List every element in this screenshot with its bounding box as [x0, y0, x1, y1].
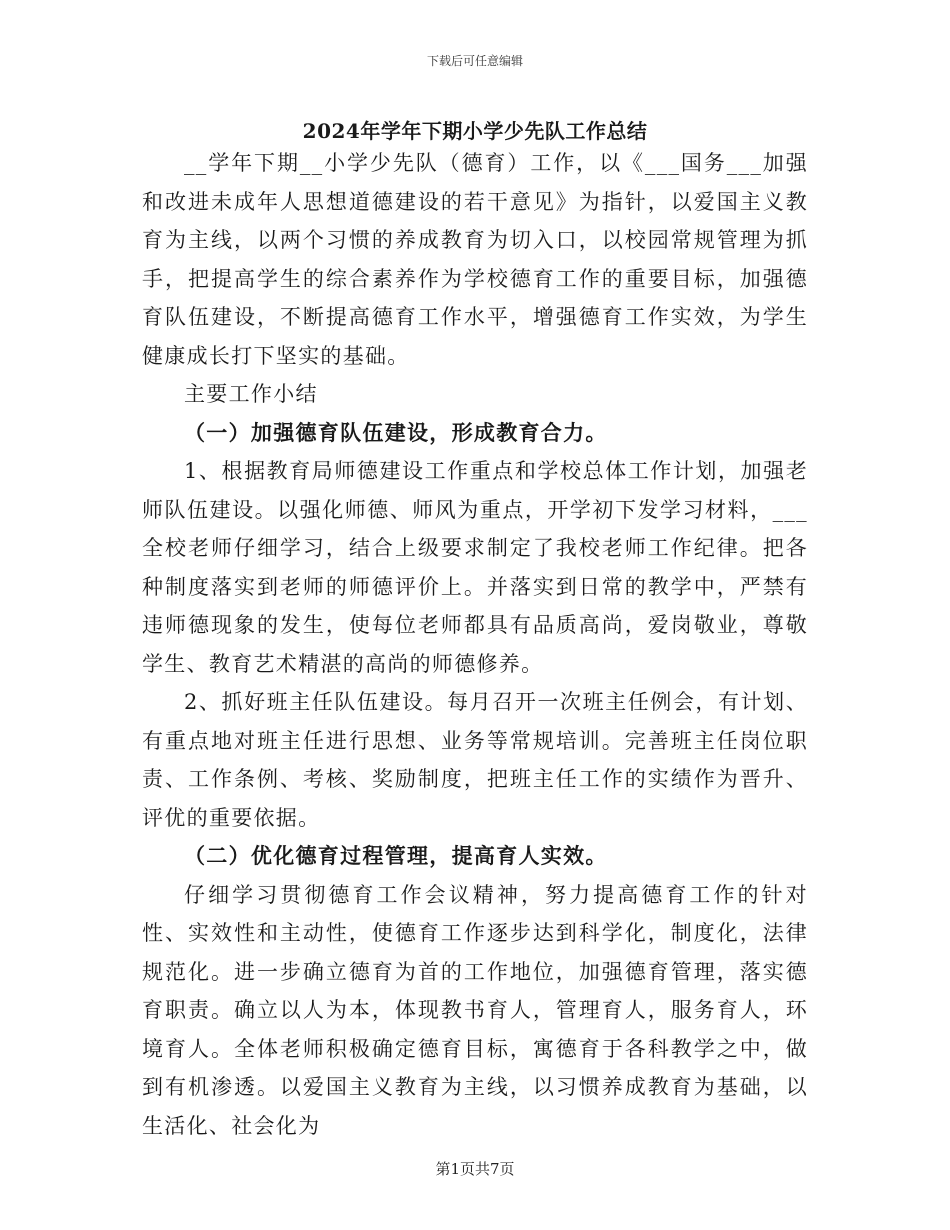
paragraph-section-2: 仔细学习贯彻德育工作会议精神，努力提高德育工作的针对性、实效性和主动性，使德育工作逐步达到科学化，制度化，法律规范化。进一步确立德育为首的工作地位，加强德育管理，落实德育职责。确立以人为本，体现教书育人，管理育人，服务育人，环境育人。全体老师积极确定德育目标，寓德育于各科教学之中，做到有机渗透。以爱国主义教育为主线，以习惯养成教育为基础，以生活化、社会化为 [142, 882, 808, 1138]
section-heading-1: （一）加强德育队伍建设，形成教育合力。 [184, 419, 608, 445]
section-label: 主要工作小结 [184, 382, 318, 406]
document-body [142, 144, 808, 1145]
paragraph-item-2: 2、抓好班主任队伍建设。每月召开一次班主任例会，有计划、有重点地对班主任进行思想、业务等常规培训。完善班主任岗位职责、工作条例、考核、奖励制度，把班主任工作的实绩作为晋升、评优的重要依据。 [142, 690, 808, 830]
page-footer: 第1页共7页 [435, 1160, 515, 1178]
paragraph-item-1: 1、根据教育局师德建设工作重点和学校总体工作计划，加强老师队伍建设。以强化师德、师风为重点，开学初下发学习材料，___全校老师仔细学习，结合上级要求制定了我校老师工作纪律。把各种制度落实到老师的师德评价上。并落实到日常的教学中，严禁有违师德现象的发生，使每位老师都具有品质高尚，爱岗敬业，尊敬学生、教育艺术精湛的高尚的师德修养。 [142, 459, 808, 676]
intro-paragraph: __学年下期__小学少先队（德育）工作，以《___国务___加强和改进未成年人思想道德建设的若干意见》为指针，以爱国主义教育为主线，以两个习惯的养成教育为切入口，以校园常规管理为抓手，把提高学生的综合素养作为学校德育工作的重要目标，加强德育队伍建设，不断提高德育工作水平，增强德育工作实效，为学生健康成长打下坚实的基础。 [142, 151, 808, 368]
section-heading-2: （二）优化德育过程管理，提高育人实效。 [184, 843, 608, 868]
document-title: 2024年学年下期小学少先队工作总结 [302, 119, 648, 143]
header-note: 下载后可任意编辑 [426, 54, 523, 68]
